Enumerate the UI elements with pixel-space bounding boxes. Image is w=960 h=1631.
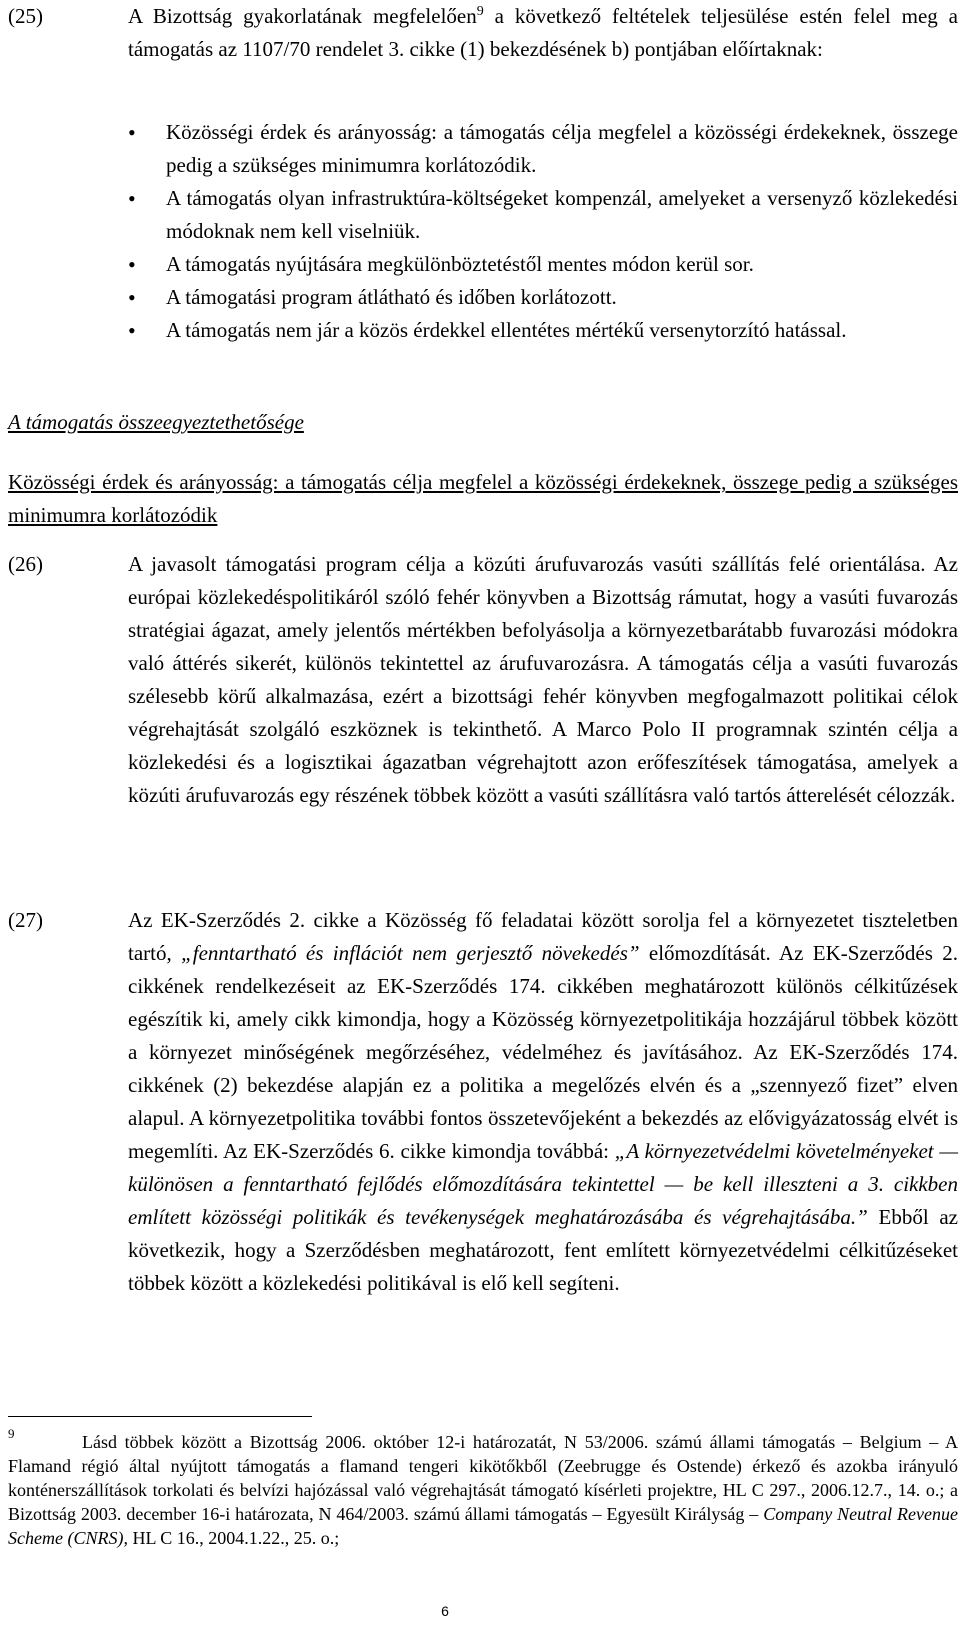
paragraph-27 — [8, 904, 958, 1300]
list-item: • A támogatási program átlátható és időben korlátozott. — [128, 281, 958, 314]
quoted-text: „fenntartható és inflációt nem gerjesztő növekedés” — [181, 941, 640, 965]
list-item: • A támogatás nem jár a közös érdekkel ellentétes mértékű versenytorzító hatással. — [128, 314, 958, 347]
quoted-text: „A környezetvédelmi követelményeket — különösen a fenntartható fejlődés előmozdítására tekintettel — be kell illeszteni a 3. cikkben említett közösségi politikák és tevékenységek meghatározásába és végrehajtásába.” — [128, 1139, 959, 1229]
page-number: 6 — [441, 1603, 449, 1619]
paragraph-number: (25) — [8, 4, 43, 28]
paragraph-text: Az EK-Szerződés 2. cikke a Közösség fő feladatai között sorolja fel a környezetet tiszteletben tartó, — [128, 908, 958, 965]
footnote — [8, 1426, 958, 1550]
paragraph-number: (26) — [8, 552, 43, 576]
footnote-separator — [8, 1416, 312, 1417]
paragraph-text: Ebből az következik, hogy a Szerződésben meghatározott, fent említett környezetvédelmi célkitűzéseket többek között a közlekedési politikával is elő kell segíteni. — [128, 1205, 958, 1295]
footnote-text: HL C 16., 2004.1.22., 25. o.; — [127, 1528, 340, 1548]
paragraph-text: előmozdítását. Az EK-Szerződés 2. cikkének rendelkezéseit az EK-Szerződés 174. cikkében meghatározott különös célkitűzések egészítik ki, amely cikk kimondja, hogy a Közösség környezetpolitikája hozzájárul többek között a környezet minőségének megőrzéséhez, védelméhez és javításához. Az EK-Szerződés 174. cikkének (2) bekezdése alapján ez a politika a megelőzés elvén és a „szennyező fizet” elven alapul. A környezetpolitika további fontos összetevőjeként a bekezdés az elővigyázatosság elvét is megemlíti. Az EK-Szerződés 6. cikke kimondja továbbá: — [128, 941, 958, 1163]
paragraph-text: a következő feltételek teljesülése estén felel meg a támogatás az 1107/70 rendelet 3. cikke (1) bekezdésének b) pontjában előírtaknak: — [128, 4, 958, 61]
paragraph-25 — [8, 0, 958, 66]
paragraph-text: A Bizottság gyakorlatának megfelelően — [128, 4, 477, 28]
footnote-text: Lásd többek között a Bizottság 2006. október 12-i határozatát, N 53/2006. számú állami támogatás – Belgium – A Flamand régió által nyújtott támogatás a flamand tengeri kikötőkből (Zeebrugge és Ostende) érkező és azokba irányuló konténerszállítások torkolati és belvízi hajózással való végrehajtását támogató kísérleti projektre, HL C 297., 2006.12.7., 14. o.; a Bizottság 2003. december 16-i határozata, N 464/2003. számú állami támogatás – Egyesült Királyság – — [8, 1432, 958, 1524]
subsection-heading: Közösségi érdek és arányosság: a támogatás célja megfelel a közösségi érdekeknek, összege pedig a szükséges minimumra korlátozódik — [8, 470, 958, 527]
paragraph-26 — [8, 548, 958, 812]
list-item: • A támogatás nyújtására megkülönböztetéstől mentes módon kerül sor. — [128, 248, 958, 281]
list-item: • Közösségi érdek és arányosság: a támogatás célja megfelel a közösségi érdekeknek, összege pedig a szükséges minimumra korlátozódik. — [128, 116, 958, 182]
footnote-reference[interactable]: 9 — [476, 4, 484, 19]
footnote-italic-text: Company Neutral Revenue Scheme (CNRS), — [8, 1504, 958, 1548]
section-heading: A támogatás összeegyeztethetősége — [8, 410, 304, 434]
paragraph-body — [128, 0, 958, 66]
paragraph-body — [128, 904, 958, 1300]
condition-list — [128, 116, 958, 347]
list-item: • A támogatás olyan infrastruktúra-költségeket kompenzál, amelyeket a versenyző közlekedési módoknak nem kell viselniük. — [128, 182, 958, 248]
footnote-mark: 9 — [8, 1426, 15, 1441]
paragraph-number: (27) — [8, 908, 43, 932]
paragraph-text: A javasolt támogatási program célja a közúti árufuvarozás vasúti szállítás felé orientálása. Az európai közlekedéspolitikáról szóló fehér könyvben a Bizottság rámutat, hogy a vasúti fuvarozás stratégiai ágazat, amely jelentős mértékben befolyásolja a környezetbarátabb fuvarozási módokra való áttérés sikerét, különös tekintettel az árufuvarozásra. A támogatás célja a vasúti fuvarozás szélesebb körű alkalmazása, ezért a bizottsági fehér könyvben megfogalmazott politikai célok végrehajtását szolgáló eszköznek is tekinthető. A Marco Polo II programnak szintén célja a közlekedési és a logisztikai ágazatban végrehajtott azon erőfeszítések támogatása, amelyek a közúti árufuvarozás egy részének többek között a vasúti szállításra való tartós átterelését célozzák. — [128, 552, 958, 807]
